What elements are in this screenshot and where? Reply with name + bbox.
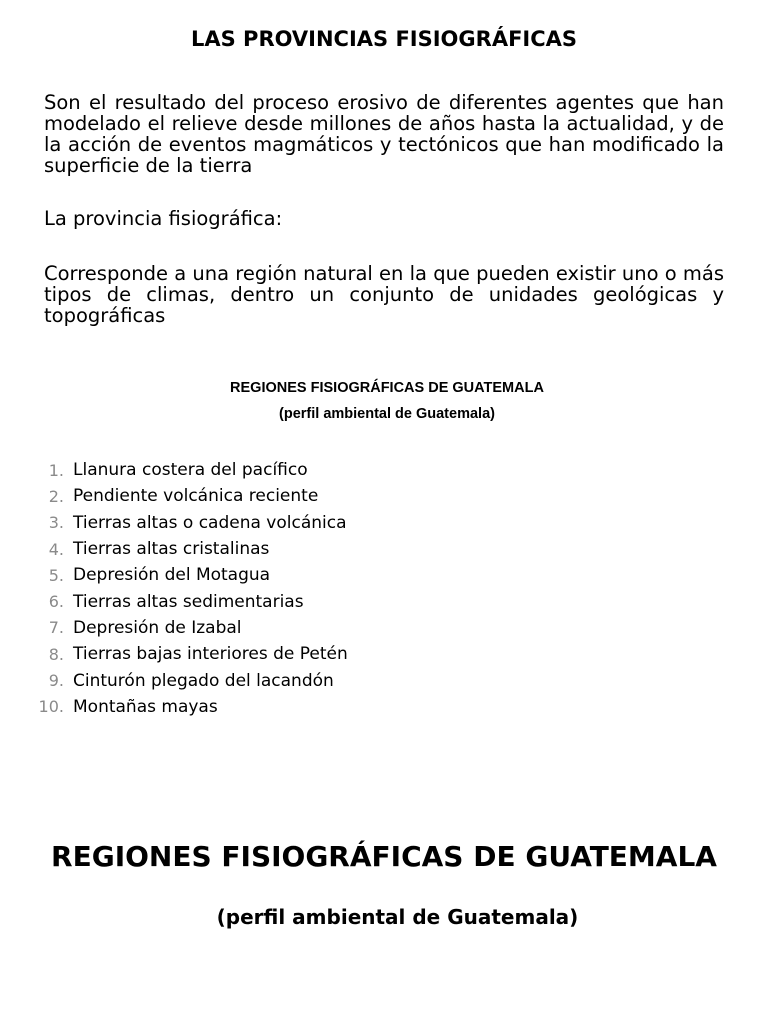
footer-title: REGIONES FISIOGRÁFICAS DE GUATEMALA [51, 840, 717, 873]
list-item-number: 1. [48, 460, 64, 480]
regions-heading: REGIONES FISIOGRÁFICAS DE GUATEMALA [230, 380, 544, 396]
list-item-number: 9. [48, 671, 64, 691]
list-item-number: 10. [38, 697, 64, 717]
list-item-label: Llanura costera del pacífico [73, 460, 308, 481]
list-item [38, 536, 348, 562]
list-item [38, 641, 348, 667]
list-item-number: 7. [48, 618, 64, 638]
list-item-label: Tierras bajas interiores de Petén [73, 644, 348, 665]
footer-subtitle: (perfil ambiental de Guatemala) [216, 905, 579, 929]
list-item [38, 588, 348, 614]
list-item-label: Tierras altas o cadena volcánica [73, 512, 347, 533]
list-item-label: Tierras altas sedimentarias [73, 591, 304, 612]
page-title: LAS PROVINCIAS FISIOGRÁFICAS [190, 27, 578, 51]
list-item-label: Montañas mayas [73, 696, 218, 717]
list-item [38, 483, 348, 509]
regions-subheading: (perfil ambiental de Guatemala) [279, 406, 495, 422]
list-item-label: Depresión del Motagua [73, 565, 271, 586]
list-item [38, 510, 348, 536]
list-item-label: Cinturón plegado del lacandón [73, 670, 334, 691]
intro-paragraph: Son el resultado del proceso erosivo de diferentes agentes que han modelado el relieve desde millones de años hasta la actualidad, y de la acción de eventos magmáticos y tectónicos que han modificado la superficie de la tierra [44, 91, 724, 177]
list-item-number: 6. [48, 592, 64, 612]
list-item-number: 8. [48, 644, 64, 664]
list-item-label: Tierras altas cristalinas [73, 539, 270, 560]
list-item [38, 694, 348, 720]
list-item-label: Depresión de Izabal [73, 617, 242, 638]
list-item-number: 2. [48, 486, 64, 506]
list-item [38, 667, 348, 693]
list-item-number: 3. [48, 513, 64, 533]
regions-list [38, 457, 348, 720]
list-item-number: 4. [48, 539, 64, 559]
list-item [38, 615, 348, 641]
list-item [38, 562, 348, 588]
list-item-label: Pendiente volcánica reciente [73, 486, 319, 507]
list-item [38, 457, 348, 483]
list-item-number: 5. [48, 565, 64, 585]
definition-paragraph: Corresponde a una región natural en la que pueden existir uno o más tipos de climas, dentro un conjunto de unidades geológicas y topográficas [44, 262, 724, 327]
definition-label: La provincia fisiográfica: [44, 207, 283, 230]
